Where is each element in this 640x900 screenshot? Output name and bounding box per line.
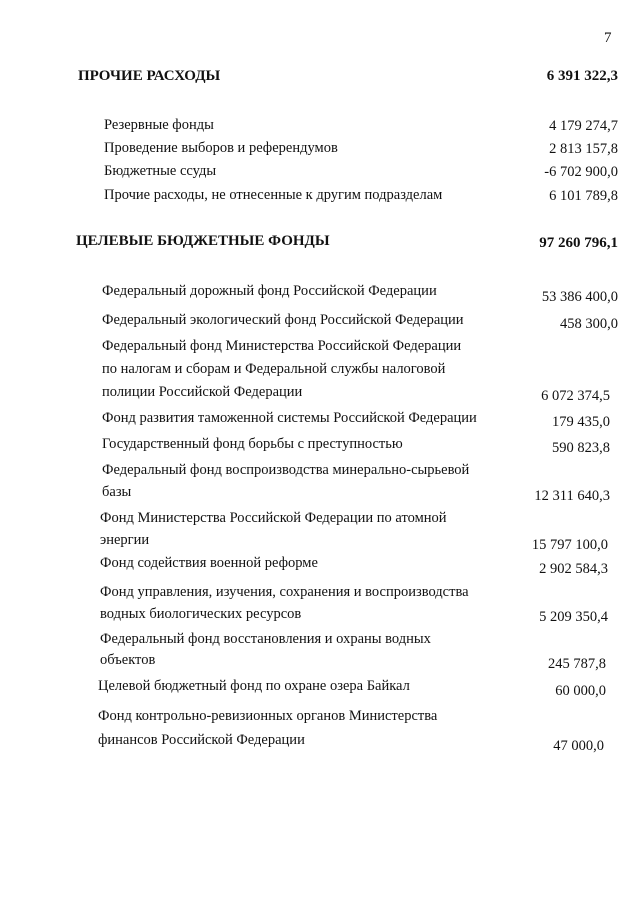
item-label: Федеральный фонд восстановления и охраны водных bbox=[100, 631, 431, 647]
section-total-target-funds: 97 260 796,1 bbox=[539, 235, 618, 251]
item-label: Фонд контрольно-ревизионных органов Министерства bbox=[98, 708, 438, 724]
item-label: Фонд Министерства Российской Федерации по атомной bbox=[100, 510, 447, 526]
item-label: Государственный фонд борьбы с преступностью bbox=[102, 436, 403, 452]
item-label: Резервные фонды bbox=[104, 117, 214, 133]
page-number: 7 bbox=[604, 30, 612, 46]
item-value: 2 813 157,8 bbox=[549, 141, 618, 157]
item-value: 5 209 350,4 bbox=[539, 609, 608, 625]
item-label: базы bbox=[102, 484, 132, 500]
item-value: 15 797 100,0 bbox=[531, 537, 608, 553]
item-label: полиции Российской Федерации bbox=[102, 384, 303, 400]
item-value: 2 902 584,3 bbox=[539, 561, 608, 577]
item-label: финансов Российской Федерации bbox=[98, 732, 305, 748]
item-value: 458 300,0 bbox=[560, 316, 618, 332]
item-label: Федеральный экологический фонд Российской Федерации bbox=[102, 312, 464, 328]
item-label: Фонд управления, изучения, сохранения и воспроизводства bbox=[100, 584, 469, 600]
item-label: объектов bbox=[100, 652, 156, 668]
item-value: 4 179 274,7 bbox=[549, 118, 618, 134]
item-label: Бюджетные ссуды bbox=[104, 163, 217, 179]
item-label: энергии bbox=[100, 532, 150, 548]
item-value: 245 787,8 bbox=[548, 656, 606, 672]
item-value: 60 000,0 bbox=[555, 683, 606, 699]
item-value: 47 000,0 bbox=[553, 738, 604, 754]
item-value: 6 101 789,8 bbox=[549, 188, 618, 204]
item-value: 12 311 640,3 bbox=[534, 488, 610, 504]
item-label: по налогам и сборам и Федеральной службы налоговой bbox=[102, 361, 446, 377]
item-value: 179 435,0 bbox=[552, 414, 610, 430]
item-value: 6 072 374,5 bbox=[541, 388, 610, 404]
item-label: Целевой бюджетный фонд по охране озера Байкал bbox=[98, 678, 410, 694]
section-title-target-funds: ЦЕЛЕВЫЕ БЮДЖЕТНЫЕ ФОНДЫ bbox=[76, 233, 330, 249]
item-value: 590 823,8 bbox=[552, 440, 610, 456]
item-label: Фонд развития таможенной системы Российской Федерации bbox=[102, 410, 477, 426]
item-label: Федеральный фонд воспроизводства минерально-сырьевой bbox=[102, 462, 470, 478]
item-label: Прочие расходы, не отнесенные к другим подразделам bbox=[104, 187, 443, 203]
section-title-other-expenses: ПРОЧИЕ РАСХОДЫ bbox=[78, 68, 221, 84]
item-label: Федеральный дорожный фонд Российской Федерации bbox=[102, 283, 437, 299]
item-label: Фонд содействия военной реформе bbox=[100, 555, 318, 571]
item-label: водных биологических ресурсов bbox=[100, 606, 302, 622]
item-label: Федеральный фонд Министерства Российской Федерации bbox=[102, 338, 462, 354]
section-total-other-expenses: 6 391 322,3 bbox=[546, 68, 618, 84]
item-value: -6 702 900,0 bbox=[544, 164, 618, 180]
item-value: 53 386 400,0 bbox=[541, 289, 618, 305]
item-label: Проведение выборов и референдумов bbox=[104, 140, 338, 156]
